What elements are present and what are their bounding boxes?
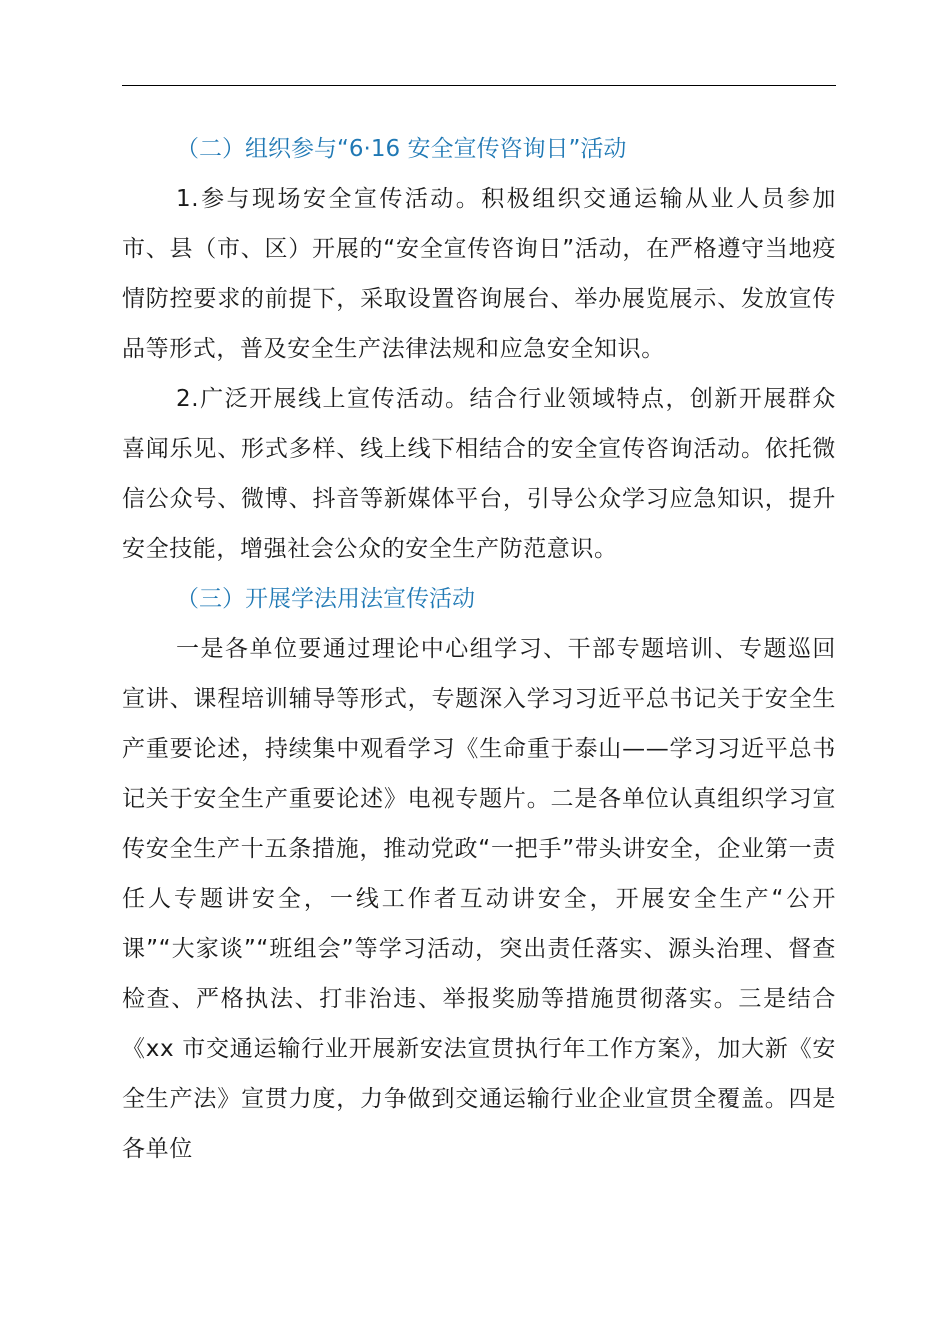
section-heading-2: （二）组织参与“6·16 安全宣传咨询日”活动 bbox=[176, 136, 627, 162]
paragraph-law-study: 一是各单位要通过理论中心组学习、干部专题培训、专题巡回宣讲、课程培训辅导等形式，专题深入学习习近平总书记关于安全生产重要论述，持续集中观看学习《生命重于泰山——学习习近平总书记关于安全生产重要论述》电视专题片。二是各单位认真组织学习宣传安全生产十五条措施，推动党政“一把手”带头讲安全，企业第一责任人专题讲安全，一线工作者互动讲安全，开展安全生产“公开课”“大家谈”“班组会”等学习活动，突出责任落实、源头治理、督查检查、严格执法、打非治违、举报奖励等措施贯彻落实。三是结合《xx 市交通运输行业开展新安法宣贯执行年工作方案》，加大新《安全生产法》宣贯力度，力争做到交通运输行业企业宣贯全覆盖。四是各单位 bbox=[122, 636, 836, 1162]
document-body bbox=[122, 124, 836, 1174]
paragraph-onsite-activity: 1.参与现场安全宣传活动。积极组织交通运输从业人员参加市、县（市、区）开展的“安全宣传咨询日”活动，在严格遵守当地疫情防控要求的前提下，采取设置咨询展台、举办展览展示、发放宣传品等形式，普及安全生产法律法规和应急安全知识。 bbox=[122, 186, 836, 362]
header-rule bbox=[122, 85, 836, 86]
section-heading-3: （三）开展学法用法宣传活动 bbox=[176, 586, 475, 612]
paragraph-online-activity: 2.广泛开展线上宣传活动。结合行业领域特点，创新开展群众喜闻乐见、形式多样、线上线下相结合的安全宣传咨询活动。依托微信公众号、微博、抖音等新媒体平台，引导公众学习应急知识，提升安全技能，增强社会公众的安全生产防范意识。 bbox=[122, 386, 836, 562]
